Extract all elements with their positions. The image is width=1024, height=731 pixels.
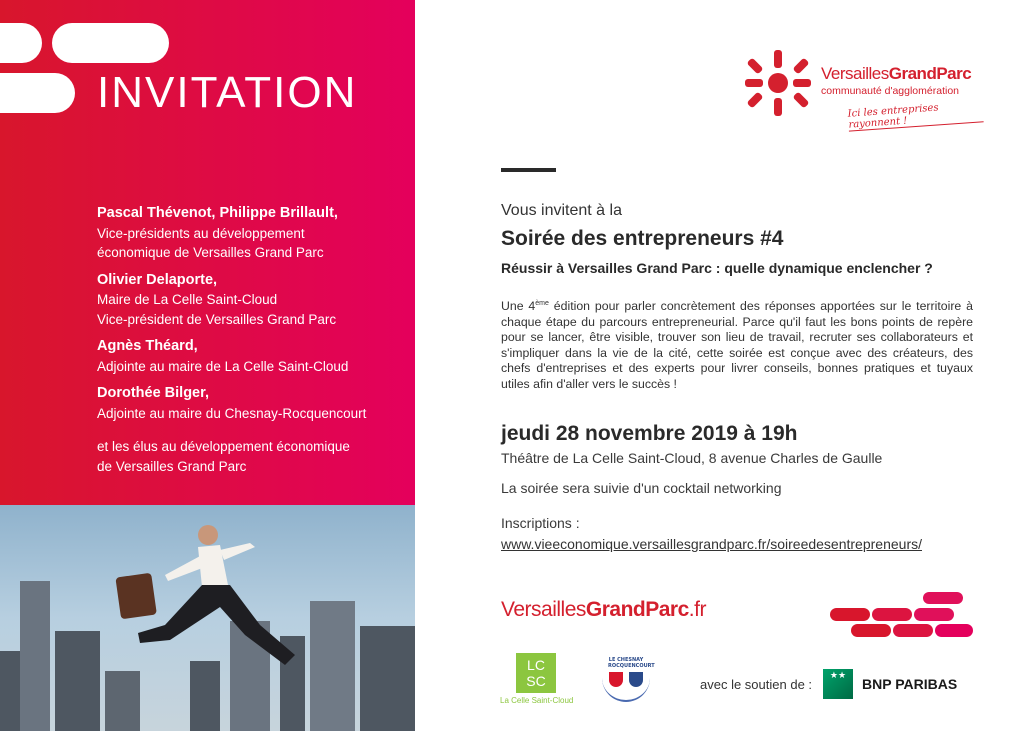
sponsor-name: BNP PARIBAS [862,676,958,692]
logo-subtitle: communauté d'agglomération [821,85,960,97]
intro-text: Vous invitent à la [501,202,622,219]
event-description: Une 4ème édition pour parler concrètement des réponses apportées sur le territoire à chaque étape du parcours entrepreneurial. Parce qu'il faut les bons points de repère pour se lancer, être visible, trouver son lieu de travail, recruter ses collaborateurs et s'impliquer dans la vie de la cité, cette soirée est conçue avec des créateurs, des chefs d'entreprises et des experts pour livrer conseils, bonnes pratiques et tuyaux utiles afin d'aller vers le succès ! [501,299,973,391]
lcsc-name: La Celle Saint-Cloud [500,696,574,705]
host-role: Vice-présidents au développement [97,225,305,241]
logo-tagline: Ici les entreprises rayonnent ! [847,99,983,131]
host-role: Maire de La Celle Saint-Cloud [97,292,278,307]
red-banner [0,0,415,505]
invitation-title: INVITATION [97,68,358,117]
businessman-photo [0,505,415,731]
site-logo: VersaillesGrandParc.fr [501,598,706,621]
people-circle-logo-icon [743,48,813,118]
decor-pill [0,23,42,63]
vgp-logo [743,48,983,138]
hosts-list [97,204,366,476]
logo-name-bold: GrandParc [888,64,972,83]
hosts-footer: de Versailles Grand Parc [97,458,247,474]
sponsor-label: avec le soutien de : [700,677,813,692]
cocktail-note: La soirée sera suivie d'un cocktail networking [501,480,782,496]
logo-name: Versailles [821,64,889,83]
event-date: jeudi 28 novembre 2019 à 19h [501,422,798,445]
host-name: Agnès Théard, [97,338,198,354]
lcsc-logo: LC SC [516,653,556,693]
host-role: Vice-président de Versailles Grand Parc [97,311,337,327]
event-subtitle: Réussir à Versailles Grand Parc : quelle dynamique enclencher ? [501,260,933,276]
jumping-man-figure [110,515,310,685]
registration-label: Inscriptions : [501,515,580,531]
host-role: économique de Versailles Grand Parc [97,245,324,260]
registration-link[interactable]: www.vieeconomique.versaillesgrandparc.fr/soireedesentrepreneurs/ [501,536,922,552]
host-role: Adjointe au maire du Chesnay-Rocquencourt [97,405,367,421]
host-name: Olivier Delaporte, [97,271,218,288]
decor-pill [0,73,75,113]
decor-pill [52,23,169,63]
hosts-footer: et les élus au développement économique [97,439,350,454]
chesnay-logo: LE CHESNAY ROCQUENCOURT [602,654,650,702]
event-title: Soirée des entrepreneurs #4 [501,227,784,250]
event-venue: Théâtre de La Celle Saint-Cloud, 8 avenue Charles de Gaulle [501,450,883,466]
host-name: Pascal Thévenot, Philippe Brillault, [97,205,338,221]
divider-bar [501,168,556,172]
bnp-stars-icon: ★★ [823,669,853,699]
host-name: Dorothée Bilger, [97,385,209,401]
host-role: Adjointe au maire de La Celle Saint-Cloud [97,358,349,374]
